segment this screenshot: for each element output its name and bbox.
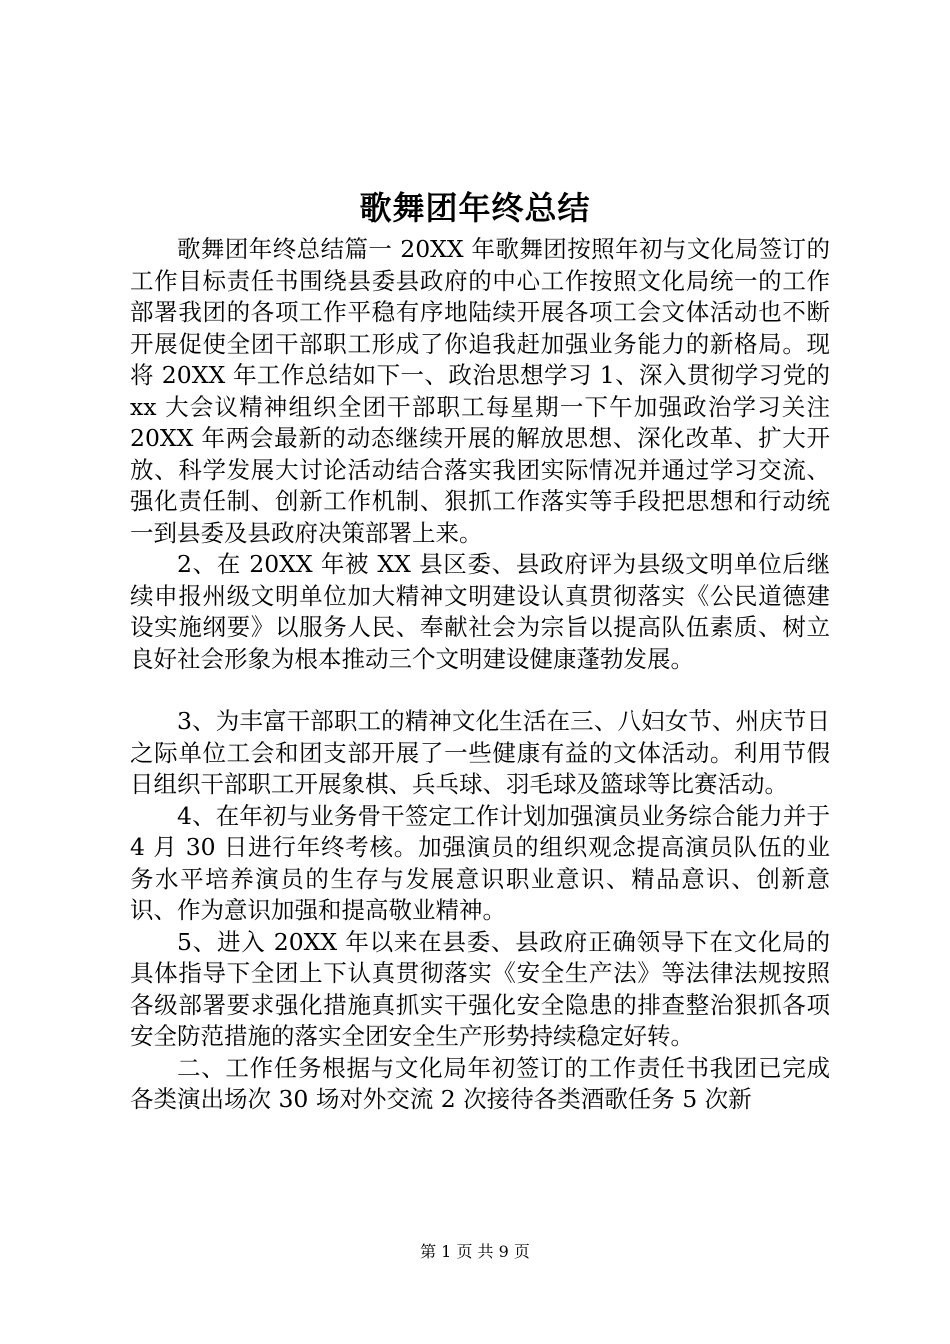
paragraph-item-5: 5、进入 20XX 年以来在县委、县政府正确领导下在文化局的具体指导下全团上下认真贯彻落实《安全生产法》等法律法规按照各级部署要求强化措施真抓实干强化安全隐患的排查整治狠抓各项安全防范措施的落实全团安全生产形势持续稳定好转。 bbox=[130, 927, 830, 1050]
paragraph-section-2: 二、工作任务根据与文化局年初签订的工作责任书我团已完成各类演出场次 30 场对外交流 2 次接待各类酒歌任务 5 次新 bbox=[130, 1053, 830, 1113]
paragraph-item-2: 2、在 20XX 年被 XX 县区委、县政府评为县级文明单位后继续申报州级文明单位加大精神文明建设认真贯彻落实《公民道德建设实施纲要》以服务人民、奉献社会为宗旨以提高队伍素质、树立良好社会形象为根本推动三个文明建设健康蓬勃发展。 bbox=[130, 550, 830, 673]
document-title: 歌舞团年终总结 bbox=[359, 189, 591, 227]
paragraph-item-3: 3、为丰富干部职工的精神文化生活在三、八妇女节、州庆节日之际单位工会和团支部开展了一些健康有益的文体活动。利用节假日组织干部职工开展象棋、兵乓球、羽毛球及篮球等比赛活动。 bbox=[130, 707, 830, 798]
paragraph-intro: 歌舞团年终总结篇一 20XX 年歌舞团按照年初与文化局签订的工作目标责任书围绕县委县政府的中心工作按照文化局统一的工作部署我团的各项工作平稳有序地陆续开展各项工会文体活动也不断开展促使全团干部职工形成了你追我赶加强业务能力的新格局。现将 20XX 年工作总结如下一、政治思想学习 1、深入贯彻学习党的 xx 大会议精神组织全团干部职工每星期一下午加强政治学习关注 20XX 年两会最新的动态继续开展的解放思想、深化改革、扩大开放、科学发展大讨论活动结合落实我团实际情况并通过学习交流、强化责任制、创新工作机制、狠抓工作落实等手段把思想和行动统一到县委及县政府决策部署上来。 bbox=[130, 235, 830, 547]
page-footer: 第 1 页 共 9 页 bbox=[420, 1242, 530, 1261]
paragraph-item-4: 4、在年初与业务骨干签定工作计划加强演员业务综合能力并于 4 月 30 日进行年终考核。加强演员的组织观念提高演员队伍的业务水平培养演员的生存与发展意识职业意识、精品意识、创新意识、作为意识加强和提高敬业精神。 bbox=[130, 801, 830, 924]
document-body bbox=[130, 234, 830, 1116]
